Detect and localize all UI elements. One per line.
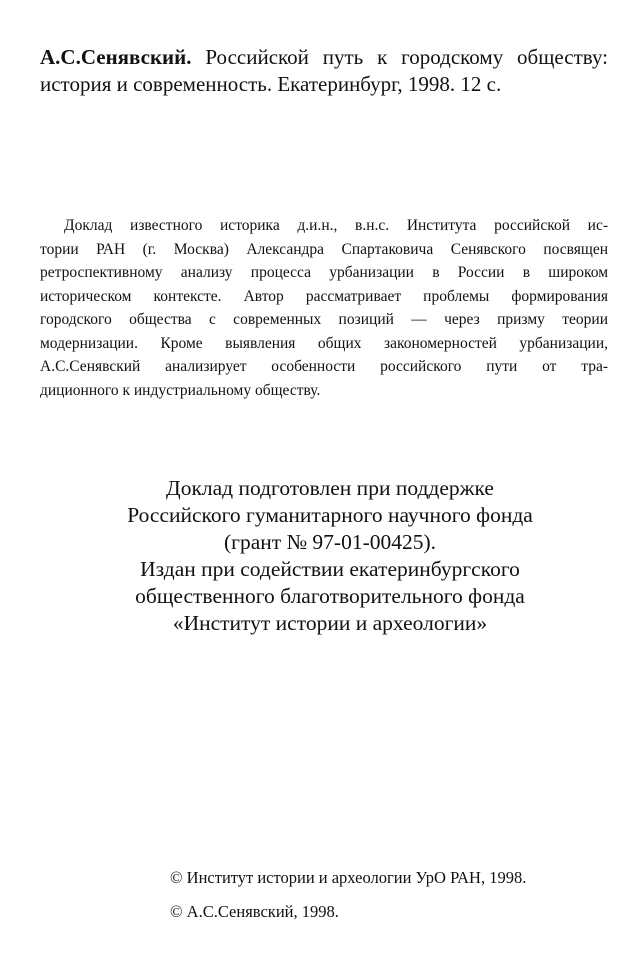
abstract-line: модернизации. Кроме выявления общих закономерностей урбанизации,: [40, 334, 608, 352]
abstract-paragraph: [40, 214, 608, 402]
bibliographic-citation: [40, 44, 608, 98]
abstract-line: диционного к индустриальному обществу.: [40, 381, 321, 399]
abstract-line: Доклад известного историка д.и.н., в.н.с. Института российской ис-: [64, 217, 608, 234]
abstract-line: городского общества с современных позиций — через призму теории: [40, 311, 608, 328]
citation-author: А.С.Сенявский.: [40, 45, 192, 69]
abstract-line: ретроспективному анализу процесса урбанизации в России в широком: [40, 264, 608, 281]
funding-line: Доклад подготовлен при поддержке: [166, 476, 494, 500]
abstract-line: историческом контексте. Автор рассматривает проблемы формирования: [40, 287, 608, 305]
abstract-line: тории РАН (г. Москва) Александра Спартаковича Сенявского посвящен: [40, 240, 608, 258]
citation-text: Российской путь к городскому обществу: история и современность. Екатеринбург, 1998. 12 с.: [40, 45, 609, 96]
funding-line: Издан при содействии екатеринбургского: [140, 557, 520, 581]
funding-statement: [40, 475, 620, 637]
abstract-line: А.С.Сенявский анализирует особенности российского пути от тра-: [40, 358, 608, 375]
funding-line: общественного благотворительного фонда: [135, 584, 525, 608]
funding-line: Российского гуманитарного научного фонда: [127, 503, 533, 527]
copyright-author: © А.С.Сенявский, 1998.: [170, 902, 339, 921]
funding-line: «Институт истории и археологии»: [172, 611, 488, 635]
funding-line: (грант № 97-01-00425).: [223, 530, 437, 554]
copyright-institute: © Институт истории и археологии УрО РАН, 1998.: [170, 868, 527, 887]
